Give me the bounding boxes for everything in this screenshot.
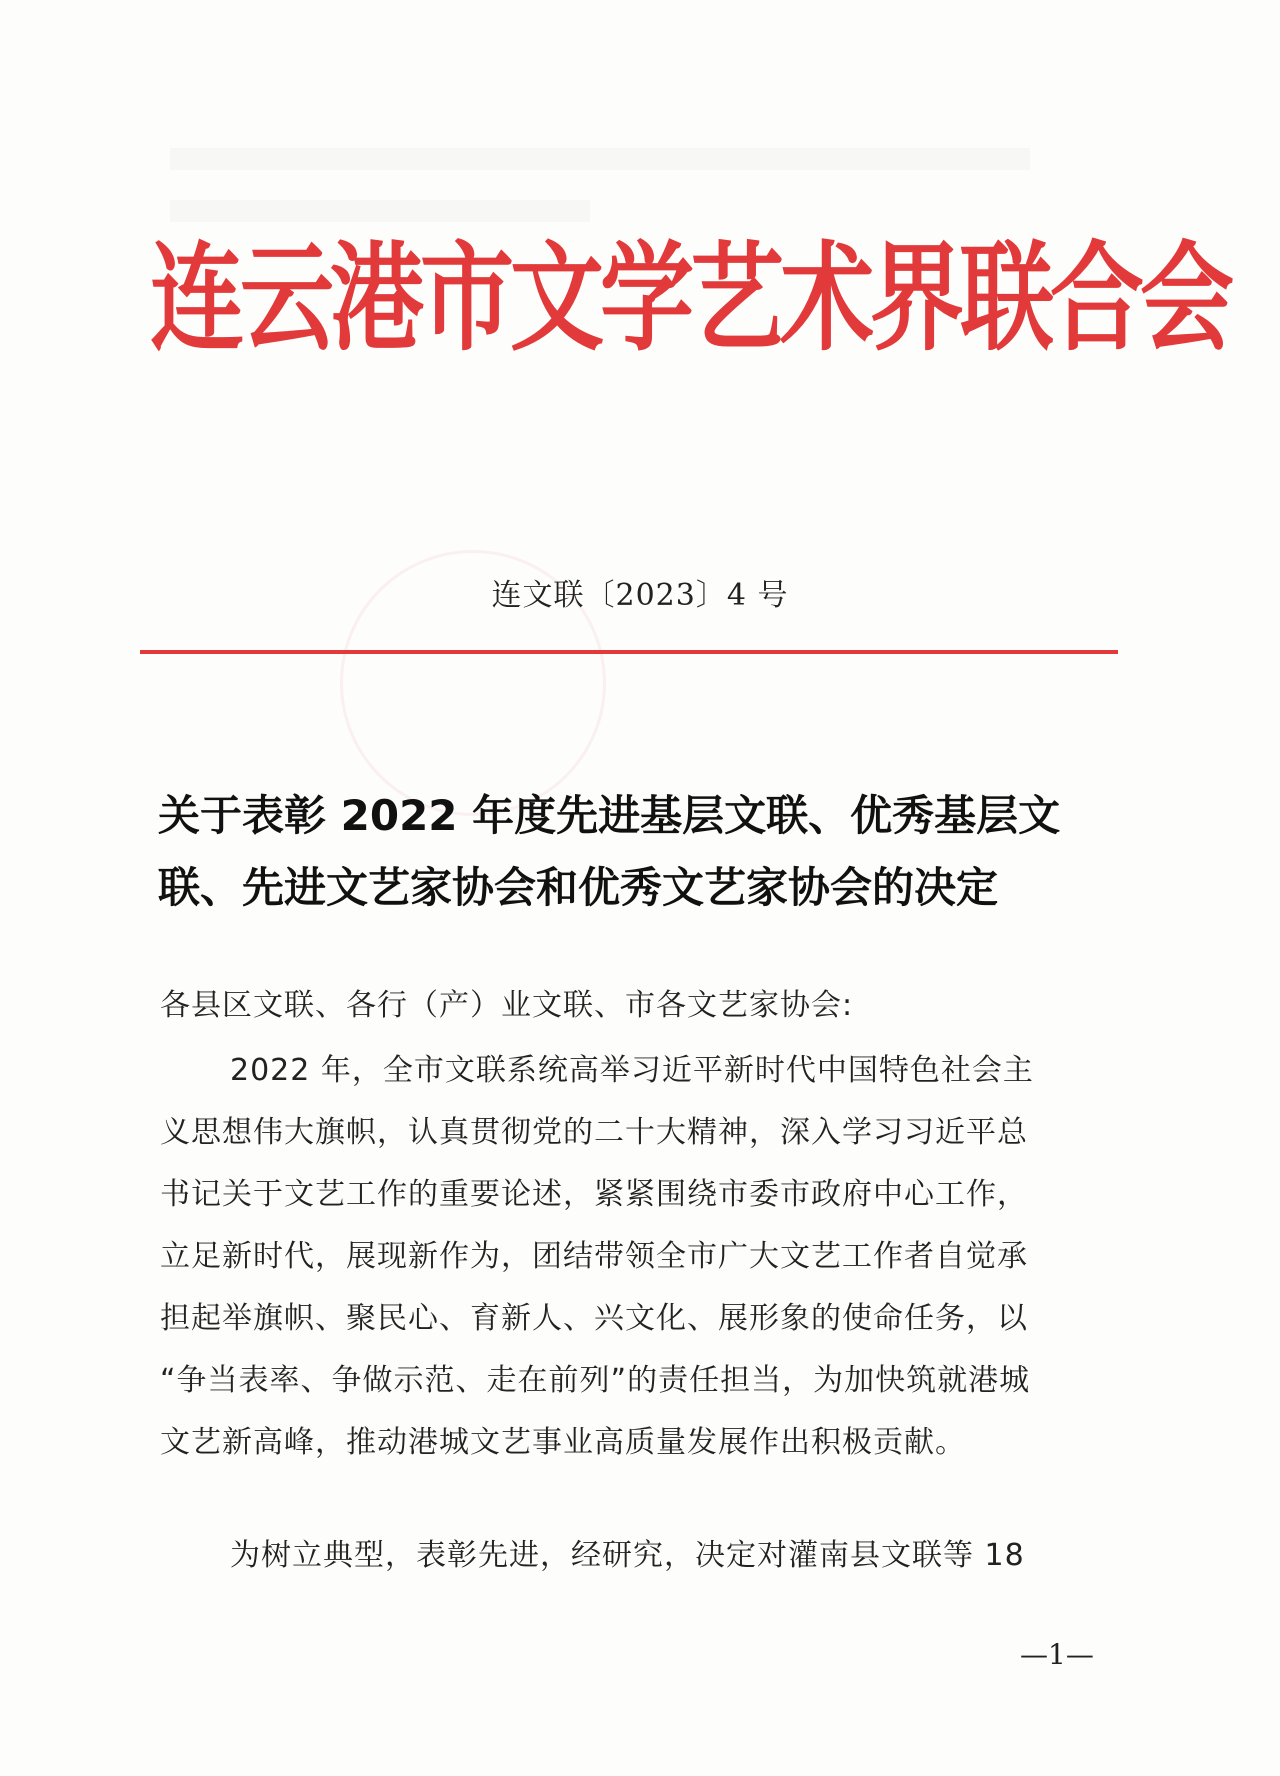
masthead-title: 连云港市文学艺术界联合会 [150, 230, 1231, 368]
title-line: 联、先进文艺家协会和优秀文艺家协会的决定 [158, 863, 999, 912]
document-title [158, 780, 1138, 924]
body-line: 义思想伟大旗帜，认真贯彻党的二十大精神，深入学习习近平总 [160, 1115, 1028, 1150]
body-line: 2022 年，全市文联系统高举习近平新时代中国特色社会主 [230, 1053, 1034, 1088]
title-line: 关于表彰 2022 年度先进基层文联、优秀基层文 [158, 791, 1061, 840]
body-line: 担起举旗帜、聚民心、育新人、兴文化、展形象的使命任务，以 [160, 1301, 1028, 1336]
bleed-through-text [170, 200, 590, 222]
bleed-through-text [170, 148, 1030, 170]
body-paragraph [160, 1040, 1150, 1474]
body-line: “争当表率、争做示范、走在前列”的责任担当，为加快筑就港城 [160, 1363, 1031, 1398]
salutation: 各县区文联、各行（产）业文联、市各文艺家协会: [160, 988, 854, 1023]
body-line: 文艺新高峰，推动港城文艺事业高质量发展作出积极贡献。 [160, 1425, 966, 1460]
body-line: 立足新时代，展现新作为，团结带领全市广大文艺工作者自觉承 [160, 1239, 1028, 1274]
page-number: —1— [1020, 1638, 1094, 1671]
body-line: 书记关于文艺工作的重要论述，紧紧围绕市委市政府中心工作， [160, 1177, 1028, 1212]
body-paragraph-2: 为树立典型，表彰先进，经研究，决定对灌南县文联等 18 [230, 1538, 1025, 1573]
red-divider-line [140, 650, 1118, 654]
document-number: 连文联〔2023〕4 号 [491, 578, 789, 613]
